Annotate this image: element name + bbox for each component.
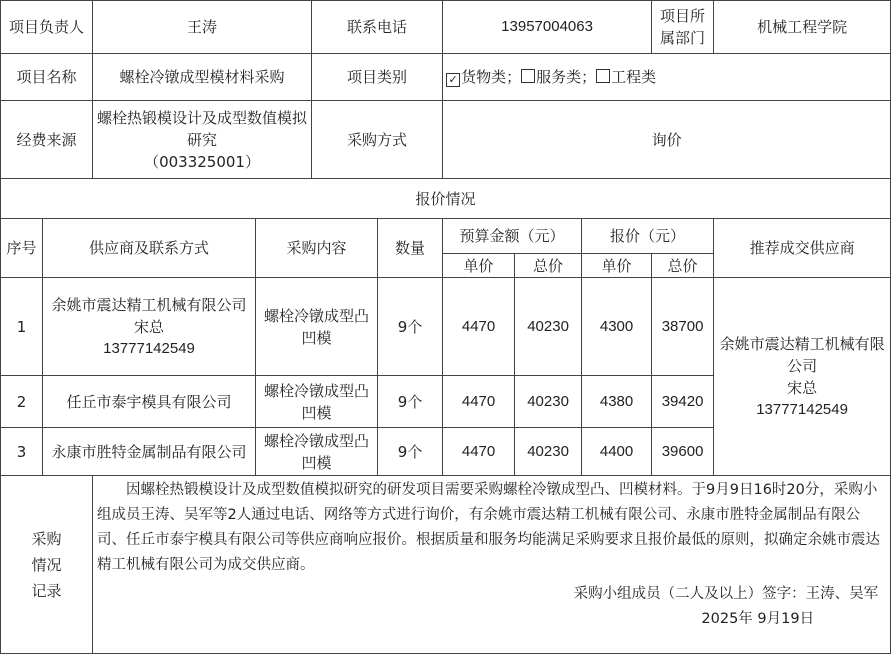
row-seq: 2 xyxy=(1,376,43,428)
funding-label: 经费来源 xyxy=(1,101,93,179)
project-lead-label: 项目负责人 xyxy=(1,1,93,54)
phone-label: 联系电话 xyxy=(312,1,443,54)
recommend-name: 余姚市震达精工机械有限公司 xyxy=(719,334,885,375)
category-service-label: 服务类； xyxy=(536,68,597,86)
funding-code: （003325001） xyxy=(144,152,260,171)
col-supplier: 供应商及联系方式 xyxy=(43,219,256,278)
supplier-name: 余姚市震达精工机械有限公司 xyxy=(51,295,247,314)
funding-text: 螺栓热锻模设计及成型数值模拟研究 xyxy=(97,108,308,149)
row-budget-unit: 4470 xyxy=(443,376,515,428)
table-row xyxy=(1,278,891,376)
row-qty: 9个 xyxy=(378,278,443,376)
category-service[interactable] xyxy=(521,68,596,86)
row-budget-unit: 4470 xyxy=(443,428,515,476)
funding-source xyxy=(93,101,312,179)
row-budget-total: 40230 xyxy=(515,428,582,476)
record-signature: 采购小组成员（二人及以上）签字：王涛、吴军 xyxy=(573,586,879,602)
quote-section-title: 报价情况 xyxy=(1,179,891,219)
category-options xyxy=(443,54,891,101)
row-quote-unit: 4400 xyxy=(582,428,652,476)
checkbox-empty-icon xyxy=(596,69,610,83)
dept: 机械工程学院 xyxy=(714,1,891,54)
row-content: 螺栓冷镦成型凸凹模 xyxy=(256,428,378,476)
row-quote-unit: 4300 xyxy=(582,278,652,376)
row-supplier xyxy=(43,278,256,376)
dept-label: 项目所属部门 xyxy=(652,1,714,54)
record-content xyxy=(93,476,891,654)
row-qty: 9个 xyxy=(378,376,443,428)
row-content: 螺栓冷镦成型凸凹模 xyxy=(256,376,378,428)
row-quote-unit: 4380 xyxy=(582,376,652,428)
row-budget-unit: 4470 xyxy=(443,278,515,376)
record-label xyxy=(1,476,93,654)
row-quote-total: 39600 xyxy=(652,428,714,476)
method-label: 采购方式 xyxy=(312,101,443,179)
col-seq: 序号 xyxy=(1,219,43,278)
budget-unit-header: 单价 xyxy=(443,254,515,278)
col-content: 采购内容 xyxy=(256,219,378,278)
row-budget-total: 40230 xyxy=(515,376,582,428)
project-lead: 王涛 xyxy=(93,1,312,54)
row-content: 螺栓冷镦成型凸凹模 xyxy=(256,278,378,376)
row-quote-total: 38700 xyxy=(652,278,714,376)
col-quote: 报价（元） xyxy=(582,219,714,254)
record-label-text: 采购情况记录 xyxy=(31,529,62,600)
checkbox-checked-icon: ✓ xyxy=(446,73,460,87)
quote-total-header: 总价 xyxy=(652,254,714,278)
phone: 13957004063 xyxy=(443,1,652,54)
quote-unit-header: 单价 xyxy=(582,254,652,278)
category-goods-label: 货物类； xyxy=(461,68,522,86)
row-quote-total: 39420 xyxy=(652,376,714,428)
supplier-contact: 宋总 xyxy=(134,317,165,336)
project-name: 螺栓冷镦成型模材料采购 xyxy=(93,54,312,101)
row-qty: 9个 xyxy=(378,428,443,476)
checkbox-empty-icon xyxy=(521,69,535,83)
recommend-phone: 13777142549 xyxy=(756,400,848,418)
category-engineering-label: 工程类 xyxy=(611,68,657,86)
record-date: 2025年 9月19日 xyxy=(701,611,815,627)
category-engineering[interactable] xyxy=(596,68,656,86)
col-recommend: 推荐成交供应商 xyxy=(714,219,891,278)
record-text: 因螺栓热锻模设计及成型数值模拟研究的研发项目需要采购螺栓冷镦成型凸、凹模材料。于9月9日16时20分，采购小组成员王涛、吴军等2人通过电话、网络等方式进行询价，有余姚市震达精工机械有限公司、永康市胜特金属制品有限公司、任丘市泰宇模具有限公司等供应商响应报价。根据质量和服务均能满足采购要求且报价最低的原则，拟确定余姚市震达精工机械有限公司为成交供应商。 xyxy=(97,482,881,573)
category-goods[interactable] xyxy=(446,68,521,86)
recommended-supplier xyxy=(714,278,891,476)
category-label: 项目类别 xyxy=(312,54,443,101)
method: 询价 xyxy=(443,101,891,179)
row-supplier: 任丘市泰宇模具有限公司 xyxy=(43,376,256,428)
row-seq: 3 xyxy=(1,428,43,476)
supplier-phone: 13777142549 xyxy=(103,339,195,357)
project-name-label: 项目名称 xyxy=(1,54,93,101)
row-supplier: 永康市胜特金属制品有限公司 xyxy=(43,428,256,476)
row-budget-total: 40230 xyxy=(515,278,582,376)
row-seq: 1 xyxy=(1,278,43,376)
budget-total-header: 总价 xyxy=(515,254,582,278)
col-qty: 数量 xyxy=(378,219,443,278)
recommend-contact: 宋总 xyxy=(787,378,818,397)
col-budget: 预算金额（元） xyxy=(443,219,582,254)
